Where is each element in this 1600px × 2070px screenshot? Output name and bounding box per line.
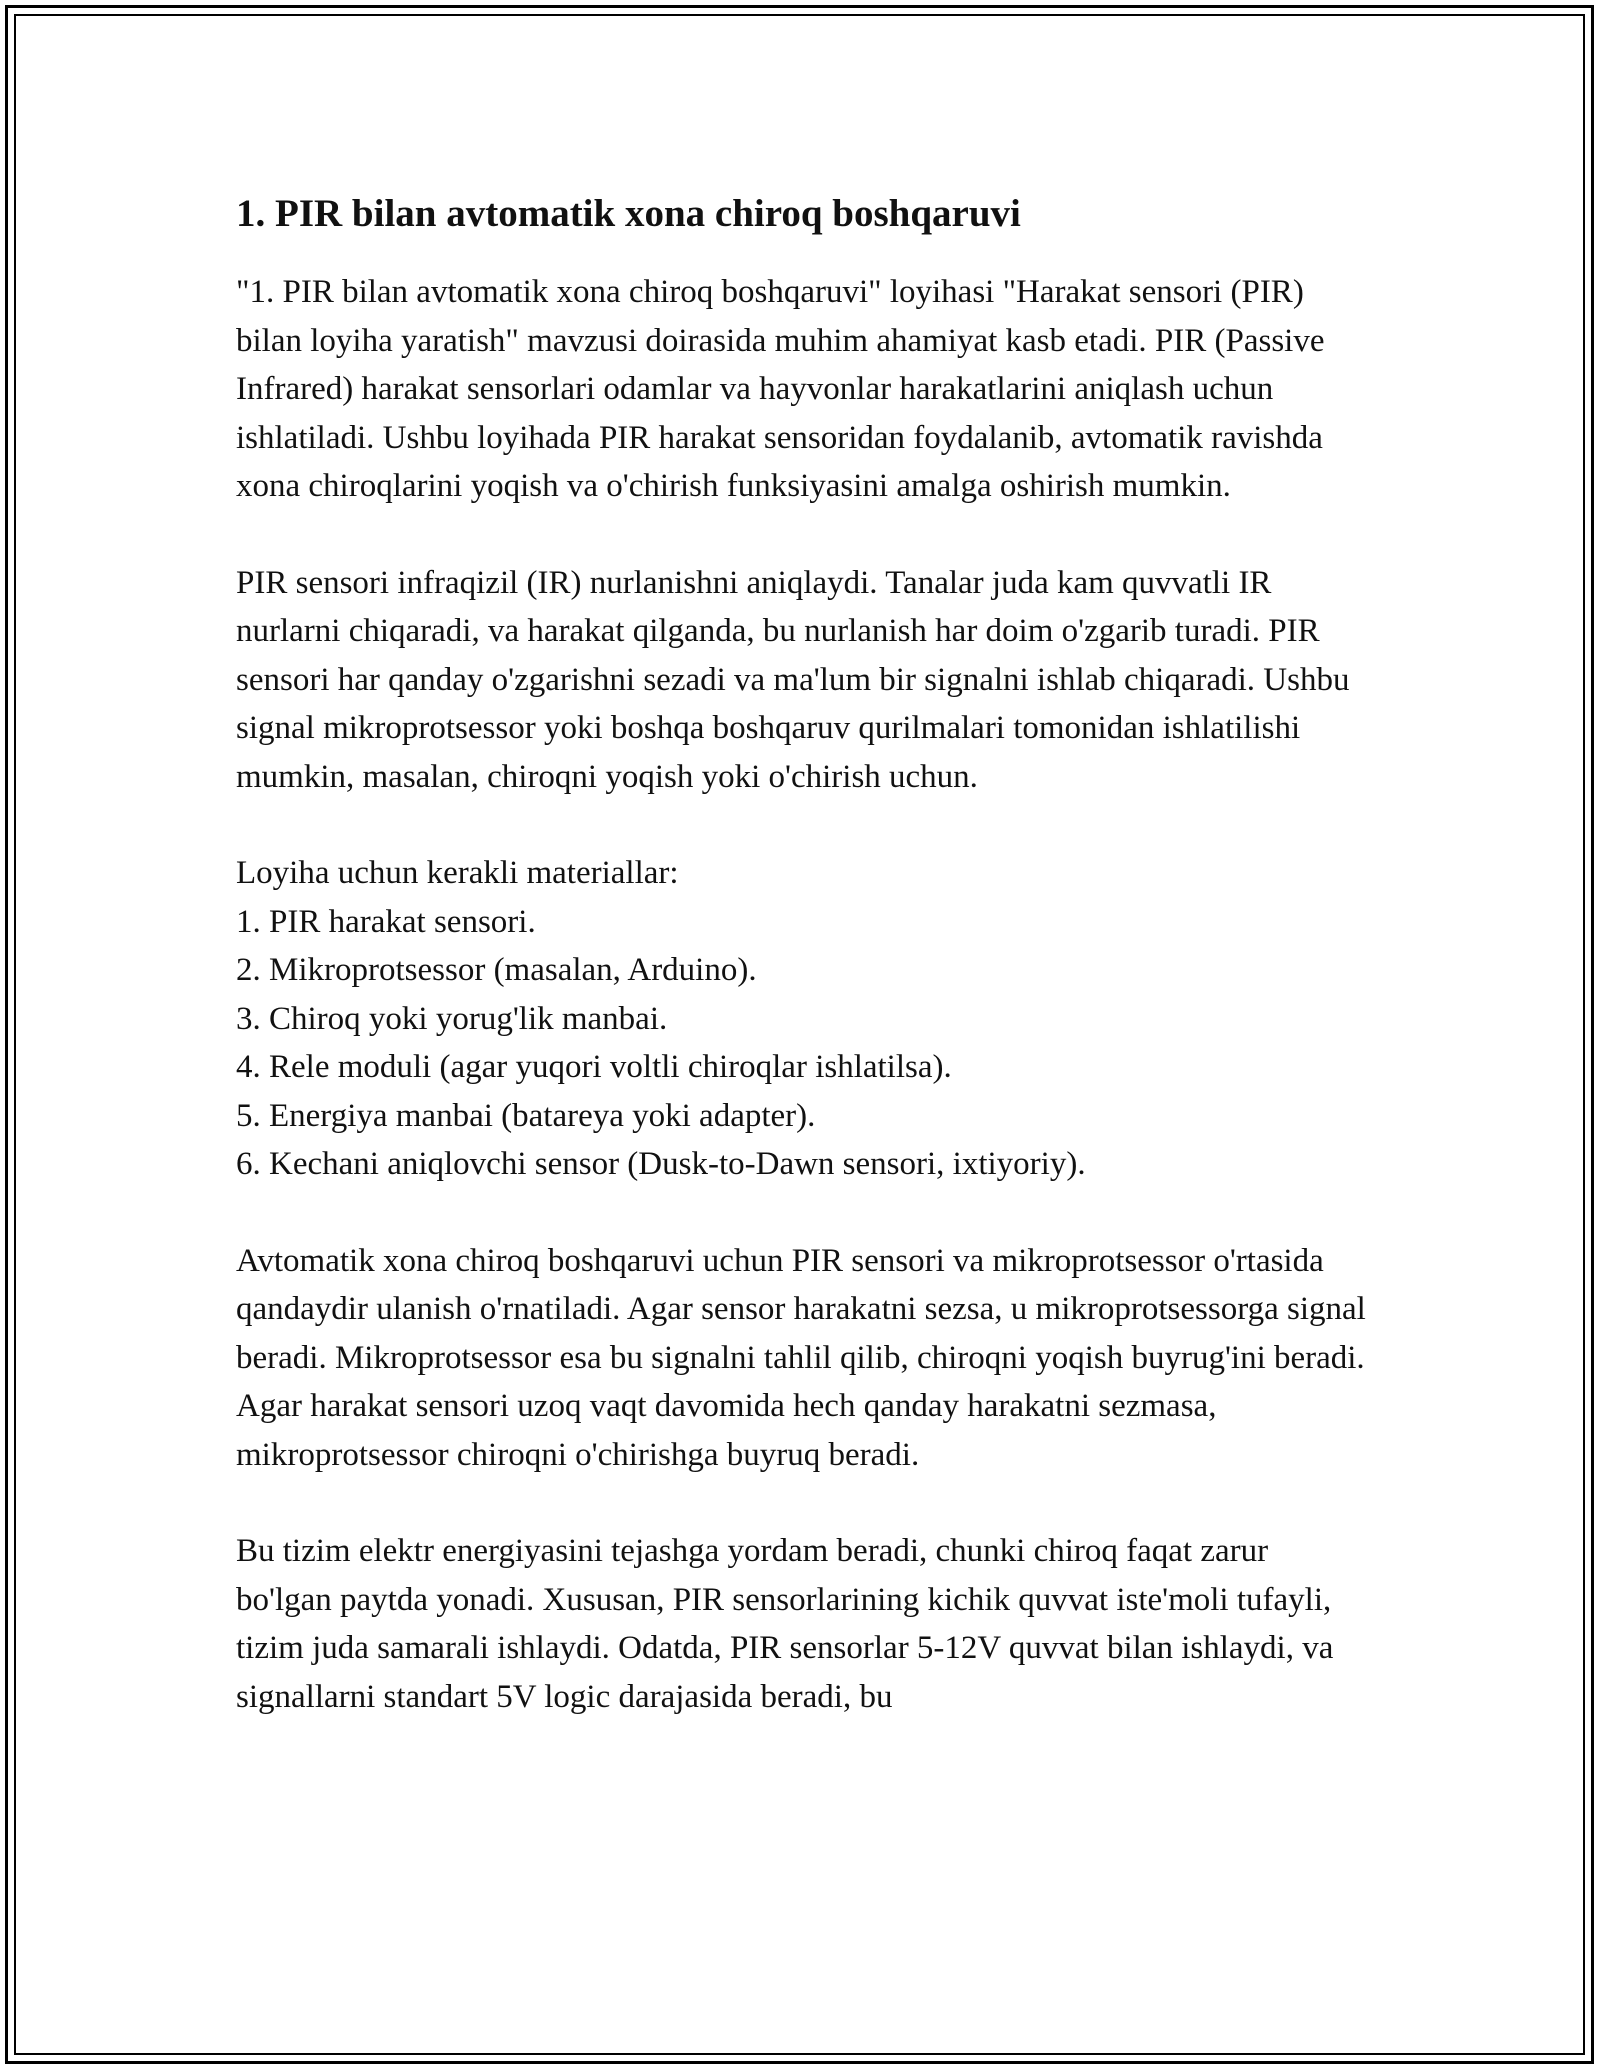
paragraph-pir-explanation: PIR sensori infraqizil (IR) nurlanishni aniqlaydi. Tanalar juda kam quvvatli IR nurlarni chiqaradi, va harakat qilganda, bu nurlanish har doim o'zgarib turadi. PIR sensori har qanday o'zgarishni sezadi va ma'lum bir signalni ishlab chiqaradi. Ushbu signal mikroprotsessor yoki boshqa boshqaruv qurilmalari tomonidan ishlatilishi mumkin, masalan, chiroqni yoqish yoki o'chirish uchun.: [236, 564, 1350, 795]
materials-list-item: 6. Kechani aniqlovchi sensor (Dusk-to-Dawn sensori, ixtiyoriy).: [236, 1146, 1086, 1182]
document-body: [236, 190, 1366, 1769]
materials-heading: Loyiha uchun kerakli materiallar:: [236, 855, 679, 891]
document-title: 1. PIR bilan avtomatik xona chiroq boshqaruvi: [236, 192, 1021, 235]
materials-section: [236, 849, 1366, 1189]
materials-list-item: 3. Chiroq yoki yorug'lik manbai.: [236, 1000, 668, 1037]
paragraph-intro: "1. PIR bilan avtomatik xona chiroq boshqaruvi" loyihasi "Harakat sensori (PIR) bilan loyiha yaratish" mavzusi doirasida muhim ahamiyat kasb etadi. PIR (Passive Infrared) harakat sensorlari odamlar va hayvonlar harakatlarini aniqlash uchun ishlatiladi. Ushbu loyihada PIR harakat sensoridan foydalanib, avtomatik ravishda xona chiroqlarini yoqish va o'chirish funksiyasini amalga oshirish mumkin.: [236, 274, 1325, 504]
materials-list-item: 1. PIR harakat sensori.: [236, 903, 536, 940]
materials-list-item: 4. Rele moduli (agar yuqori voltli chiroqlar ishlatilsa).: [236, 1049, 952, 1085]
paragraph-energy-saving: Bu tizim elektr energiyasini tejashga yordam beradi, chunki chiroq faqat zarur bo'lgan paytda yonadi. Xususan, PIR sensorlarining kichik quvvat iste'moli tufayli, tizim juda samarali ishlaydi. Odatda, PIR sensorlar 5-12V quvvat bilan ishlaydi, va signallarni standart 5V logic darajasida beradi, bu: [236, 1533, 1334, 1715]
materials-list-item: 5. Energiya manbai (batareya yoki adapter).: [236, 1097, 816, 1134]
paragraph-control-logic: Avtomatik xona chiroq boshqaruvi uchun PIR sensori va mikroprotsessor o'rtasida qandaydir ulanish o'rnatiladi. Agar sensor harakatni sezsa, u mikroprotsessorga signal beradi. Mikroprotsessor esa bu signalni tahlil qilib, chiroqni yoqish buyrug'ini beradi. Agar harakat sensori uzoq vaqt davomida hech qanday harakatni sezmasa, mikroprotsessor chiroqni o'chirishga buyruq beradi.: [236, 1242, 1366, 1473]
materials-list-item: 2. Mikroprotsessor (masalan, Arduino).: [236, 952, 757, 988]
